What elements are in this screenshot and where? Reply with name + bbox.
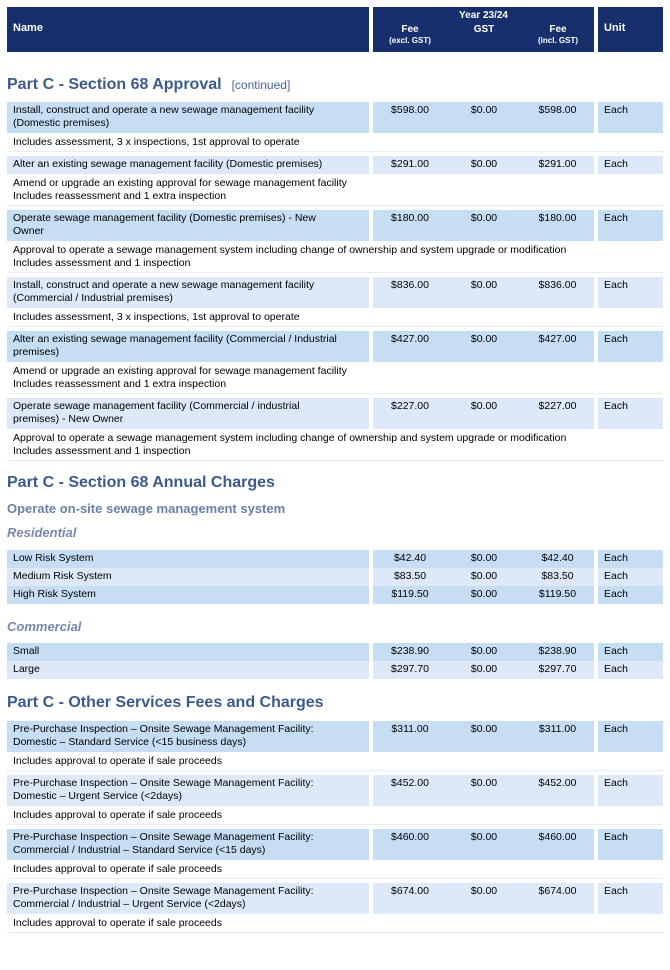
unit-value: Each <box>598 586 663 604</box>
category-title-commercial: Commercial <box>7 619 82 634</box>
fee-name: Operate sewage management facility (Domestic premises) - New Owner <box>7 210 369 241</box>
fee-incl-gst: $836.00 <box>521 277 594 308</box>
fee-incl-gst: $674.00 <box>521 883 594 914</box>
table-row <box>0 568 670 586</box>
column-header-unit: Unit <box>598 7 663 52</box>
fee-incl-gst: $427.00 <box>521 331 594 362</box>
unit-value: Each <box>598 550 663 568</box>
row-description: Includes approval to operate if sale proceeds <box>7 807 663 825</box>
row-description: Includes approval to operate if sale proceeds <box>7 753 663 771</box>
unit-value: Each <box>598 398 663 429</box>
fee-incl-gst: $119.50 <box>521 586 594 604</box>
fee-excl-gst: $119.50 <box>373 586 447 604</box>
table-row <box>0 331 670 362</box>
fee-incl-gst: $460.00 <box>521 829 594 860</box>
fee-name: Low Risk System <box>7 550 369 568</box>
fee-name: Large <box>7 661 369 679</box>
unit-value: Each <box>598 568 663 586</box>
fee-excl-gst: $674.00 <box>373 883 447 914</box>
fee-name: Alter an existing sewage management facility (Commercial / Industrial premises) <box>7 331 369 362</box>
continued-label: [continued] <box>231 78 291 92</box>
fee-excl-gst: $180.00 <box>373 210 447 241</box>
year-label: Year 23/24 <box>459 10 508 21</box>
row-description: Includes assessment, 3 x inspections, 1st approval to operate <box>7 309 663 327</box>
fee-incl-gst: $291.00 <box>521 156 594 174</box>
gst-value: $0.00 <box>447 277 521 308</box>
fee-incl-gst: $297.70 <box>521 661 594 679</box>
unit-value: Each <box>598 102 663 133</box>
fee-name: Install, construct and operate a new sewage management facility (Commercial / Industrial premises) <box>7 277 369 308</box>
unit-value: Each <box>598 331 663 362</box>
fee-name: High Risk System <box>7 586 369 604</box>
fee-excl-gst: $311.00 <box>373 721 447 752</box>
gst-value: $0.00 <box>447 643 521 661</box>
fee-excl-gst: $238.90 <box>373 643 447 661</box>
fee-name: Pre-Purchase Inspection – Onsite Sewage Management Facility: Domestic – Urgent Service (<2days) <box>7 775 369 806</box>
fee-excl-gst: $460.00 <box>373 829 447 860</box>
fee-name: Pre-Purchase Inspection – Onsite Sewage Management Facility: Domestic – Standard Service (<15 business days) <box>7 721 369 752</box>
unit-value: Each <box>598 829 663 860</box>
section-title-approval: Part C - Section 68 Approval [continued] <box>7 76 291 93</box>
column-header-year <box>373 7 594 52</box>
fee-excl-gst: $297.70 <box>373 661 447 679</box>
table-row <box>0 102 670 133</box>
fee-excl-gst: $291.00 <box>373 156 447 174</box>
column-header-fee-excl: Fee (excl. GST) <box>389 24 431 45</box>
fee-incl-gst: $42.40 <box>521 550 594 568</box>
table-row <box>0 586 670 604</box>
fee-incl-gst: $238.90 <box>521 643 594 661</box>
gst-value: $0.00 <box>447 883 521 914</box>
fee-incl-gst: $180.00 <box>521 210 594 241</box>
fee-excl-gst: $836.00 <box>373 277 447 308</box>
subsection-title: Operate on-site sewage management system <box>7 501 286 516</box>
fee-name: Small <box>7 643 369 661</box>
table-row <box>0 643 670 661</box>
gst-value: $0.00 <box>447 586 521 604</box>
section-title-annual-charges: Part C - Section 68 Annual Charges <box>7 474 275 491</box>
row-description: Approval to operate a sewage management system including change of ownership and system upgrade or modification Includes assessment and 1 inspection <box>7 430 663 461</box>
gst-value: $0.00 <box>447 661 521 679</box>
row-description: Includes approval to operate if sale proceeds <box>7 915 663 933</box>
unit-value: Each <box>598 661 663 679</box>
gst-value: $0.00 <box>447 102 521 133</box>
fee-name: Pre-Purchase Inspection – Onsite Sewage Management Facility: Commercial / Industrial – Standard Service (<15 days) <box>7 829 369 860</box>
unit-value: Each <box>598 721 663 752</box>
fee-name: Medium Risk System <box>7 568 369 586</box>
table-row <box>0 210 670 241</box>
table-row <box>0 156 670 174</box>
table-row <box>0 883 670 914</box>
fee-incl-gst: $227.00 <box>521 398 594 429</box>
unit-value: Each <box>598 883 663 914</box>
gst-value: $0.00 <box>447 156 521 174</box>
gst-value: $0.00 <box>447 398 521 429</box>
gst-value: $0.00 <box>447 210 521 241</box>
unit-value: Each <box>598 277 663 308</box>
fee-name: Alter an existing sewage management facility (Domestic premises) <box>7 156 369 174</box>
fee-name: Install, construct and operate a new sewage management facility (Domestic premises) <box>7 102 369 133</box>
row-description: Amend or upgrade an existing approval for sewage management facility Includes reassessment and 1 extra inspection <box>7 175 663 206</box>
gst-value: $0.00 <box>447 568 521 586</box>
fee-incl-gst: $83.50 <box>521 568 594 586</box>
row-description: Approval to operate a sewage management system including change of ownership and system upgrade or modification Includes assessment and 1 inspection <box>7 242 663 273</box>
table-row <box>0 829 670 860</box>
fee-name: Pre-Purchase Inspection – Onsite Sewage Management Facility: Commercial / Industrial – Urgent Service (<2days) <box>7 883 369 914</box>
fee-excl-gst: $598.00 <box>373 102 447 133</box>
column-header-name: Name <box>7 7 369 52</box>
gst-value: $0.00 <box>447 775 521 806</box>
unit-value: Each <box>598 643 663 661</box>
fee-incl-gst: $452.00 <box>521 775 594 806</box>
fee-excl-gst: $227.00 <box>373 398 447 429</box>
unit-value: Each <box>598 156 663 174</box>
unit-value: Each <box>598 775 663 806</box>
unit-value: Each <box>598 210 663 241</box>
gst-value: $0.00 <box>447 721 521 752</box>
category-title-residential: Residential <box>7 525 77 540</box>
table-row <box>0 661 670 679</box>
table-row <box>0 550 670 568</box>
gst-value: $0.00 <box>447 829 521 860</box>
table-row <box>0 775 670 806</box>
fee-incl-gst: $311.00 <box>521 721 594 752</box>
row-description: Includes assessment, 3 x inspections, 1st approval to operate <box>7 134 663 152</box>
column-header-gst: GST <box>473 24 495 35</box>
fee-excl-gst: $427.00 <box>373 331 447 362</box>
fee-excl-gst: $452.00 <box>373 775 447 806</box>
fee-incl-gst: $598.00 <box>521 102 594 133</box>
row-description: Includes approval to operate if sale proceeds <box>7 861 663 879</box>
row-description: Amend or upgrade an existing approval for sewage management facility Includes reassessment and 1 extra inspection <box>7 363 663 394</box>
gst-value: $0.00 <box>447 331 521 362</box>
fee-excl-gst: $83.50 <box>373 568 447 586</box>
fee-name: Operate sewage management facility (Commercial / industrial premises) - New Owner <box>7 398 369 429</box>
table-row <box>0 277 670 308</box>
gst-value: $0.00 <box>447 550 521 568</box>
column-header-fee-incl: Fee (incl. GST) <box>538 24 578 45</box>
table-row <box>0 398 670 429</box>
section-title-other-services: Part C - Other Services Fees and Charges <box>7 694 324 711</box>
fee-excl-gst: $42.40 <box>373 550 447 568</box>
table-row <box>0 721 670 752</box>
